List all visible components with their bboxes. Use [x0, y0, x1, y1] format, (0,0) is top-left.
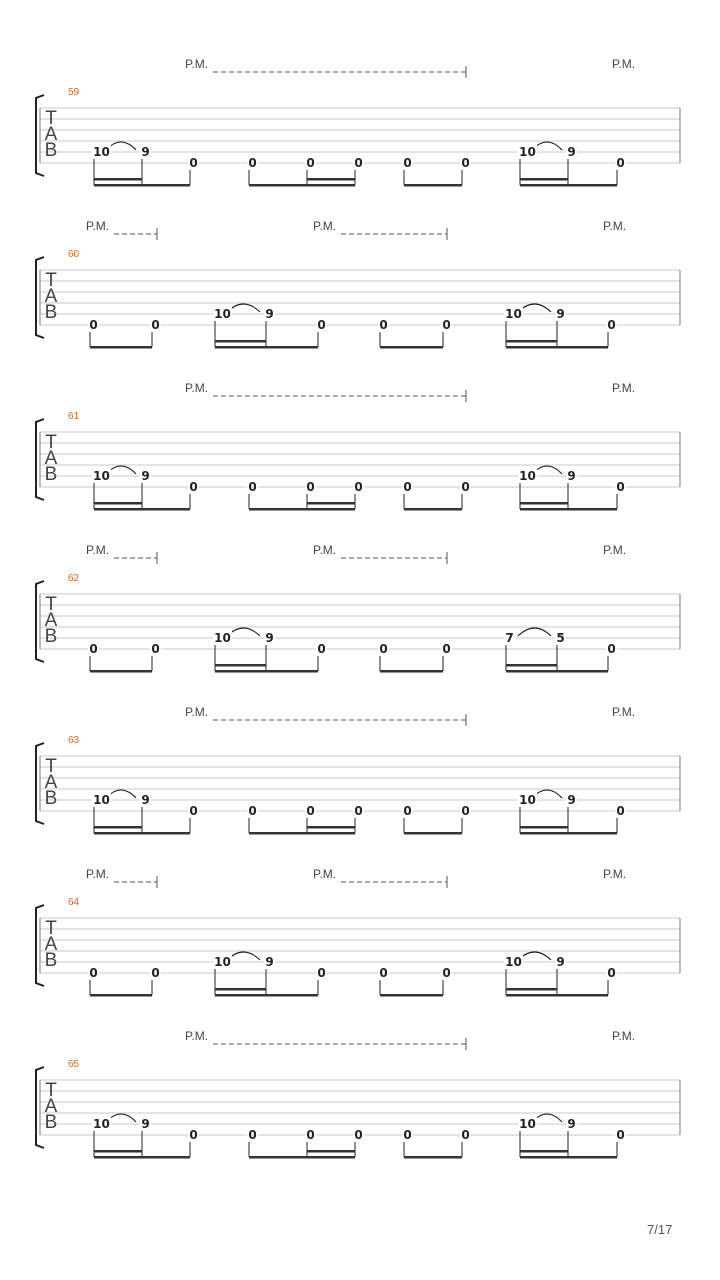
- fret-number: 0: [379, 318, 388, 332]
- beam-primary: [506, 346, 608, 349]
- fret-number: 10: [505, 307, 522, 321]
- fret-number: 9: [567, 793, 576, 807]
- fret-number: 0: [354, 156, 363, 170]
- fret-number: 0: [403, 480, 412, 494]
- bar-number: 61: [68, 411, 80, 422]
- fret-number: 9: [265, 307, 274, 321]
- tab-letter: T: [45, 918, 57, 939]
- fret-number: 0: [248, 480, 257, 494]
- fret-number: 9: [141, 793, 150, 807]
- fret-number: 10: [93, 469, 110, 483]
- fret-number: 0: [379, 966, 388, 980]
- fret-number: 0: [354, 1128, 363, 1142]
- beam-secondary: [215, 664, 266, 667]
- tab-system: [36, 219, 680, 349]
- bar-number: 62: [68, 573, 80, 584]
- tab-letter: B: [44, 950, 58, 971]
- palm-mute-label: P.M.: [603, 219, 627, 233]
- tab-letter: T: [45, 1080, 57, 1101]
- tab-system: [36, 867, 680, 997]
- palm-mute-label: P.M.: [86, 543, 110, 557]
- palm-mute-label: P.M.: [612, 1029, 636, 1043]
- palm-mute-label: P.M.: [612, 381, 636, 395]
- fret-number: 0: [403, 156, 412, 170]
- beam-primary: [506, 670, 608, 673]
- fret-number: 9: [556, 955, 565, 969]
- palm-mute-label: P.M.: [313, 219, 337, 233]
- fret-number: 0: [403, 804, 412, 818]
- tab-letter: B: [44, 626, 58, 647]
- palm-mute-label: P.M.: [612, 705, 636, 719]
- beam-primary: [380, 994, 443, 997]
- fret-number: 9: [567, 469, 576, 483]
- fret-number: 9: [141, 1117, 150, 1131]
- fret-number: 0: [616, 156, 625, 170]
- beam-secondary: [506, 664, 557, 667]
- tab-system: [36, 705, 680, 835]
- hammer-slur: [518, 628, 551, 636]
- palm-mute-label: P.M.: [86, 219, 110, 233]
- beam-primary: [404, 1156, 462, 1159]
- fret-number: 0: [461, 1128, 470, 1142]
- fret-number: 10: [214, 955, 231, 969]
- fret-number: 0: [379, 642, 388, 656]
- fret-number: 9: [556, 307, 565, 321]
- beam-primary: [90, 670, 152, 673]
- fret-number: 0: [306, 804, 315, 818]
- fret-number: 9: [141, 469, 150, 483]
- fret-number: 0: [442, 318, 451, 332]
- fret-number: 0: [306, 480, 315, 494]
- tab-letter: B: [44, 302, 58, 323]
- beam-secondary: [520, 502, 568, 505]
- beam-primary: [404, 508, 462, 511]
- tab-letter: T: [45, 594, 57, 615]
- tab-letter: T: [45, 756, 57, 777]
- fret-number: 0: [89, 966, 98, 980]
- palm-mute-label: P.M.: [185, 57, 209, 71]
- fret-number: 10: [93, 1117, 110, 1131]
- fret-number: 0: [306, 1128, 315, 1142]
- beam-primary: [520, 832, 617, 835]
- fret-number: 9: [265, 955, 274, 969]
- fret-number: 0: [189, 804, 198, 818]
- fret-number: 10: [519, 1117, 536, 1131]
- fret-number: 0: [607, 318, 616, 332]
- tab-letter: A: [44, 610, 58, 631]
- beam-secondary: [307, 826, 355, 829]
- beam-primary: [249, 1156, 355, 1159]
- fret-number: 10: [93, 793, 110, 807]
- palm-mute-label: P.M.: [185, 705, 209, 719]
- page-number: 7/17: [647, 1222, 673, 1237]
- fret-number: 0: [616, 804, 625, 818]
- tab-letter: A: [44, 772, 58, 793]
- fret-number: 0: [461, 804, 470, 818]
- beam-primary: [94, 832, 190, 835]
- tab-letter: B: [44, 140, 58, 161]
- fret-number: 0: [616, 1128, 625, 1142]
- beam-primary: [249, 184, 355, 187]
- fret-number: 9: [567, 1117, 576, 1131]
- palm-mute-label: P.M.: [603, 867, 627, 881]
- bar-number: 63: [68, 735, 80, 746]
- fret-number: 0: [151, 966, 160, 980]
- beam-primary: [90, 346, 152, 349]
- fret-number: 0: [306, 156, 315, 170]
- fret-number: 10: [519, 793, 536, 807]
- beam-secondary: [94, 1150, 142, 1153]
- tab-letter: T: [45, 108, 57, 129]
- beam-primary: [380, 670, 443, 673]
- beam-primary: [94, 184, 190, 187]
- tab-letter: B: [44, 788, 58, 809]
- beam-secondary: [506, 988, 557, 991]
- beam-secondary: [520, 1150, 568, 1153]
- beam-secondary: [307, 1150, 355, 1153]
- bar-number: 65: [68, 1059, 80, 1070]
- beam-primary: [506, 994, 608, 997]
- beam-primary: [249, 832, 355, 835]
- fret-number: 10: [505, 955, 522, 969]
- fret-number: 0: [403, 1128, 412, 1142]
- beam-primary: [215, 670, 318, 673]
- fret-number: 0: [317, 966, 326, 980]
- palm-mute-label: P.M.: [612, 57, 636, 71]
- beam-primary: [520, 184, 617, 187]
- beam-secondary: [520, 826, 568, 829]
- fret-number: 0: [354, 804, 363, 818]
- fret-number: 0: [248, 1128, 257, 1142]
- fret-number: 0: [248, 804, 257, 818]
- fret-number: 0: [317, 318, 326, 332]
- palm-mute-label: P.M.: [313, 867, 337, 881]
- beam-primary: [90, 994, 152, 997]
- beam-secondary: [94, 178, 142, 181]
- fret-number: 0: [607, 966, 616, 980]
- tab-letter: A: [44, 124, 58, 145]
- fret-number: 9: [265, 631, 274, 645]
- bar-number: 59: [68, 87, 80, 98]
- tab-letter: A: [44, 934, 58, 955]
- beam-primary: [215, 994, 318, 997]
- fret-number: 10: [214, 631, 231, 645]
- beam-primary: [404, 832, 462, 835]
- fret-number: 0: [461, 156, 470, 170]
- tab-letter: T: [45, 270, 57, 291]
- fret-number: 0: [607, 642, 616, 656]
- fret-number: 10: [214, 307, 231, 321]
- fret-number: 0: [189, 480, 198, 494]
- beam-secondary: [520, 178, 568, 181]
- tab-letter: A: [44, 286, 58, 307]
- fret-number: 0: [248, 156, 257, 170]
- beam-primary: [380, 346, 443, 349]
- fret-number: 0: [89, 318, 98, 332]
- bar-number: 64: [68, 897, 80, 908]
- beam-secondary: [215, 340, 266, 343]
- fret-number: 0: [89, 642, 98, 656]
- tab-system: [36, 543, 680, 673]
- tab-system: [36, 57, 680, 187]
- palm-mute-label: P.M.: [185, 1029, 209, 1043]
- fret-number: 10: [519, 469, 536, 483]
- fret-number: 0: [189, 1128, 198, 1142]
- fret-number: 0: [442, 966, 451, 980]
- beam-secondary: [307, 178, 355, 181]
- tab-letter: A: [44, 448, 58, 469]
- palm-mute-label: P.M.: [86, 867, 110, 881]
- beam-primary: [404, 184, 462, 187]
- fret-number: 0: [151, 642, 160, 656]
- fret-number: 0: [189, 156, 198, 170]
- beam-primary: [94, 1156, 190, 1159]
- fret-number: 5: [556, 631, 565, 645]
- tab-letter: B: [44, 464, 58, 485]
- fret-number: 0: [151, 318, 160, 332]
- beam-secondary: [94, 502, 142, 505]
- beam-primary: [520, 1156, 617, 1159]
- beam-primary: [249, 508, 355, 511]
- beam-secondary: [215, 988, 266, 991]
- tab-system: [36, 381, 680, 511]
- tab-letter: B: [44, 1112, 58, 1133]
- fret-number: 10: [519, 145, 536, 159]
- palm-mute-label: P.M.: [313, 543, 337, 557]
- fret-number: 0: [317, 642, 326, 656]
- fret-number: 7: [505, 631, 514, 645]
- beam-primary: [520, 508, 617, 511]
- tab-system: [36, 1029, 680, 1159]
- bar-number: 60: [68, 249, 80, 260]
- beam-primary: [94, 508, 190, 511]
- fret-number: 10: [93, 145, 110, 159]
- fret-number: 0: [461, 480, 470, 494]
- tab-letter: A: [44, 1096, 58, 1117]
- beam-secondary: [94, 826, 142, 829]
- palm-mute-label: P.M.: [185, 381, 209, 395]
- fret-number: 9: [567, 145, 576, 159]
- palm-mute-label: P.M.: [603, 543, 627, 557]
- fret-number: 0: [616, 480, 625, 494]
- tab-letter: T: [45, 432, 57, 453]
- fret-number: 0: [354, 480, 363, 494]
- fret-number: 9: [141, 145, 150, 159]
- beam-secondary: [506, 340, 557, 343]
- fret-number: 0: [442, 642, 451, 656]
- beam-primary: [215, 346, 318, 349]
- beam-secondary: [307, 502, 355, 505]
